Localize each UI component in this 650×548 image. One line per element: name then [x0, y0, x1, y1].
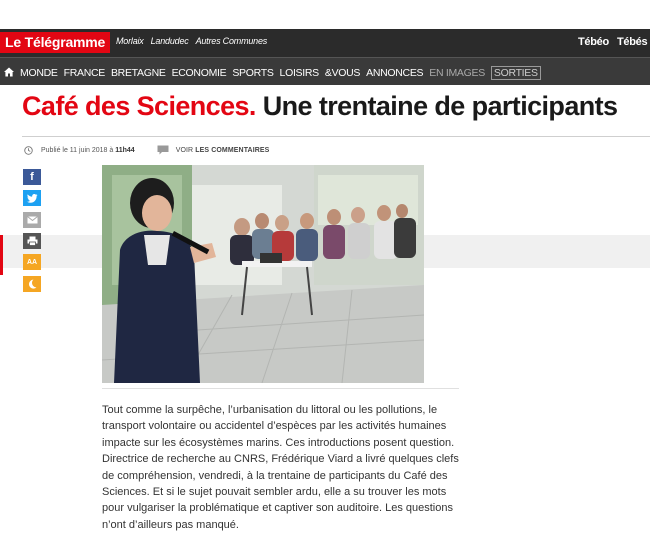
- nav-item-economie[interactable]: ECONOMIE: [171, 67, 227, 79]
- twitter-icon: [27, 194, 38, 203]
- twitter-share-button[interactable]: [23, 190, 41, 206]
- comments-label: LES COMMENTAIRES: [195, 146, 270, 154]
- conference-photo-illustration: [102, 165, 424, 383]
- top-links: [116, 36, 267, 46]
- night-mode-button[interactable]: [23, 276, 41, 292]
- nav-item-france[interactable]: FRANCE: [63, 67, 105, 79]
- top-link-autres-communes[interactable]: Autres Communes: [195, 36, 268, 46]
- tebesud-link[interactable]: Tébés: [617, 36, 648, 48]
- nav-item-loisirs[interactable]: LOISIRS: [279, 67, 319, 79]
- headline-title: Une trentaine de participants: [262, 91, 618, 121]
- nav-item-annonces[interactable]: ANNONCES: [366, 67, 424, 79]
- font-size-button[interactable]: [23, 254, 41, 270]
- nav-item-sports[interactable]: SPORTS: [232, 67, 274, 79]
- home-icon[interactable]: [4, 67, 14, 77]
- top-whitespace: [0, 0, 650, 29]
- nav-item-en-images[interactable]: EN IMAGES: [429, 67, 485, 79]
- print-button[interactable]: [23, 233, 41, 249]
- main-nav: [0, 57, 650, 85]
- clock-icon: [24, 146, 33, 155]
- publish-date-prefix: Publié le 11 juin 2018 à: [41, 146, 114, 154]
- top-bar: [0, 29, 650, 57]
- article-headline: [22, 91, 617, 122]
- nav-item-sorties[interactable]: SORTIES: [491, 66, 541, 80]
- publish-time: 11h44: [115, 146, 135, 154]
- moon-icon: [27, 279, 37, 289]
- font-size-icon: AA: [26, 258, 38, 266]
- headline-divider: [22, 136, 650, 137]
- comment-icon[interactable]: [157, 145, 169, 155]
- nav-item-bretagne[interactable]: BRETAGNE: [110, 67, 166, 79]
- headline-kicker: Café des Sciences.: [22, 91, 256, 121]
- edge-marker: [0, 235, 3, 275]
- top-link-landudec[interactable]: Landudec: [150, 36, 189, 46]
- facebook-icon: f: [30, 171, 34, 183]
- print-icon: [27, 236, 38, 246]
- site-logo[interactable]: Le Télégramme: [0, 32, 110, 53]
- article-meta: [24, 145, 269, 155]
- photo-divider: [102, 388, 459, 389]
- tebeo-link[interactable]: Tébéo: [578, 36, 609, 48]
- email-share-button[interactable]: [23, 212, 41, 228]
- top-link-morlaix[interactable]: Morlaix: [116, 36, 144, 46]
- article-body: Tout comme la surpêche, l’urbanisation du littoral ou les pollutions, le transport volontaire ou accidentel d’espèces par les activités humaines impacte sur les écosystèmes marins. Ces introductions posent question. Directrice de recherche au CNRS, Frédérique Viard a livré quelques clefs de compréhension, vendredi, à la trentaine de participants du Café des Sciences. Et si le sujet pouvait sembler ardu, elle a su trouver les mots pour vulgariser la problématique et captiver son auditoire. Les questions n’ont d’ailleurs pas manqué.: [102, 404, 459, 531]
- nav-item-vous[interactable]: &VOUS: [324, 67, 361, 79]
- nav-item-monde[interactable]: MONDE: [20, 67, 58, 79]
- publish-date: [41, 147, 135, 154]
- facebook-share-button[interactable]: [23, 169, 41, 185]
- comments-prefix: VOIR: [175, 146, 194, 154]
- view-comments-link[interactable]: [176, 147, 270, 154]
- mail-icon: [27, 216, 38, 224]
- article-photo[interactable]: [102, 165, 424, 383]
